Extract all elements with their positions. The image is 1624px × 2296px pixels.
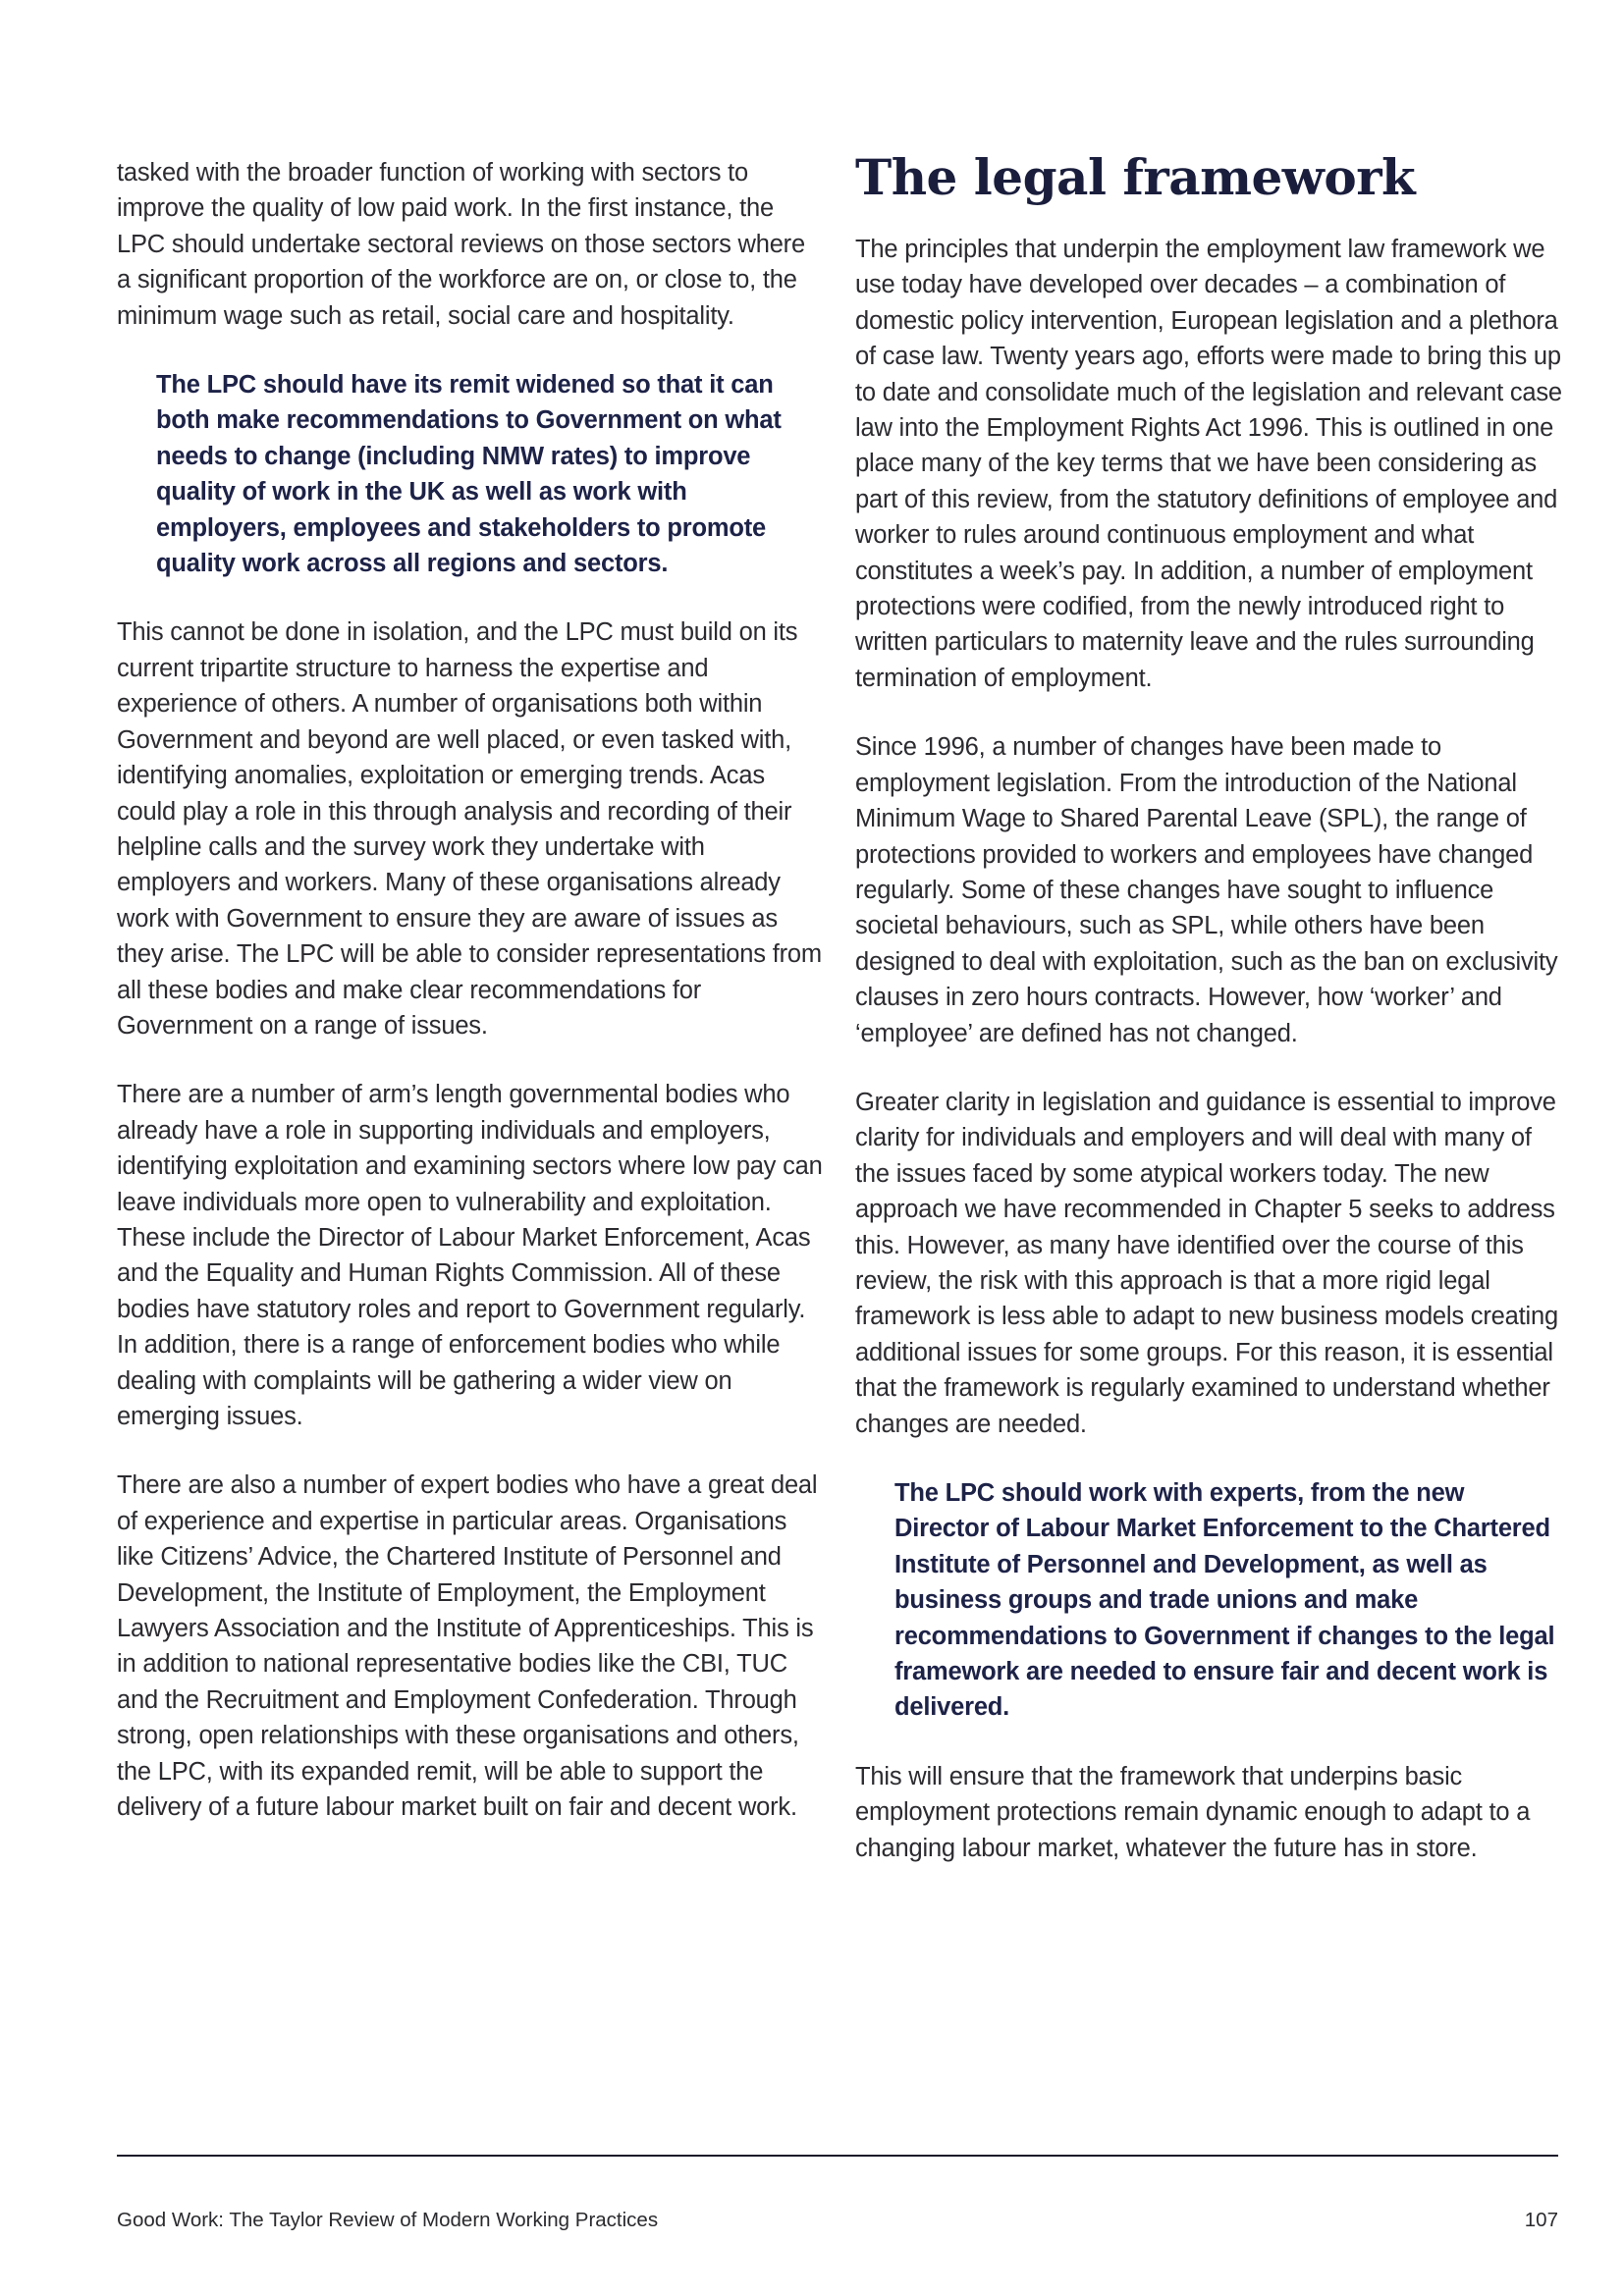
body-paragraph: This cannot be done in isolation, and the LPC must build on its current tripartite structure to harness the expertise and experience of others. A number of organisations both within Government and beyond are well placed, or even tasked with, identifying anomalies, exploitation or emerging trends. Acas could play a role in this through analysis and recording of their helpline calls and the survey work they undertake with employers and workers. Many of these organisations already work with Government to ensure they are aware of issues as they arise. The LPC will be able to consider representations from all these bodies and make clear recommendations for Government on a range of issues. xyxy=(117,618,822,1040)
page-number: 107 xyxy=(1524,2209,1558,2231)
recommendation-paragraph: The LPC should work with experts, from the new Director of Labour Market Enforcement to the Chartered Institute of Personnel and Development, as well as business groups and trade unions and make recommendations to Government if changes to the legal framework are needed to ensure fair and decent work is delivered. xyxy=(894,1479,1555,1722)
body-paragraph: There are also a number of expert bodies who have a great deal of experience and expertise in particular areas. Organisations like Citizens’ Advice, the Chartered Institute of Personnel and Development, the Institute of Employment, the Employment Lawyers Association and the Institute of Apprenticeships. This is in addition to national representative bodies like the CBI, TUC and the Recruitment and Employment Confederation. Through strong, open relationships with these organisations and others, the LPC, with its expanded remit, will be able to support the delivery of a future labour market built on fair and decent work. xyxy=(117,1471,818,1822)
body-paragraph: tasked with the broader function of working with sectors to improve the quality of low paid work. In the first instance, the LPC should undertake sectoral reviews on those sectors where a significant proportion of the workforce are on, or close to, the minimum wage such as retail, social care and hospitality. xyxy=(117,159,805,330)
body-paragraph: This will ensure that the framework that underpins basic employment protections remain dynamic enough to adapt to a changing labour market, whatever the future has in store. xyxy=(855,1762,1531,1862)
body-paragraph: Since 1996, a number of changes have been made to employment legislation. From the introduction of the National Minimum Wage to Shared Parental Leave (SPL), the range of protections provided to workers and employees have changed regularly. Some of these changes have sought to influence societal behaviours, such as SPL, while others have been designed to deal with exploitation, such as the ban on exclusivity clauses in zero hours contracts. However, how ‘worker’ and ‘employee’ are defined has not changed. xyxy=(855,733,1558,1047)
right-column xyxy=(855,148,1562,1899)
body-paragraph: The principles that underpin the employment law framework we use today have developed over decades – a combination of domestic policy intervention, European legislation and a plethora of case law. Twenty years ago, efforts were made to bring this up to date and consolidate much of the legislation and relevant case law into the Employment Rights Act 1996. This is outlined in one place many of the key terms that we have been considering as part of this review, from the statutory definitions of employee and worker to rules around continuous employment and what constitutes a week’s pay. In addition, a number of employment protections were codified, from the newly introduced right to written particulars to maternity leave and the rules surrounding termination of employment. xyxy=(855,236,1562,692)
body-paragraph: Greater clarity in legislation and guidance is essential to improve clarity for individuals and employers and will deal with many of the issues faced by some atypical workers today. The new approach we have recommended in Chapter 5 seeks to address this. However, as many have identified over the course of this review, the risk with this approach is that a more rigid legal framework is less able to adapt to new business models creating additional issues for some groups. For this reason, it is essential that the framework is regularly examined to understand whether changes are needed. xyxy=(855,1088,1558,1438)
footer-divider xyxy=(117,2155,1558,2157)
footer-publication-title: Good Work: The Taylor Review of Modern Working Practices xyxy=(117,2209,659,2231)
recommendation-paragraph: The LPC should have its remit widened so that it can both make recommendations to Government on what needs to change (including NMW rates) to improve quality of work in the UK as well as work with employers, employees and stakeholders to promote quality work across all regions and sectors. xyxy=(156,371,782,578)
body-paragraph: There are a number of arm’s length governmental bodies who already have a role in supporting individuals and employers, identifying exploitation and examining sectors where low pay can leave individuals more open to vulnerability and exploitation. These include the Director of Labour Market Enforcement, Acas and the Equality and Human Rights Commission. All of these bodies have statutory roles and report to Government regularly. In addition, there is a range of enforcement bodies who while dealing with complaints will be gathering a wider view on emerging issues. xyxy=(117,1081,823,1430)
section-heading: The legal framework xyxy=(855,148,1416,206)
left-column xyxy=(117,155,824,1858)
